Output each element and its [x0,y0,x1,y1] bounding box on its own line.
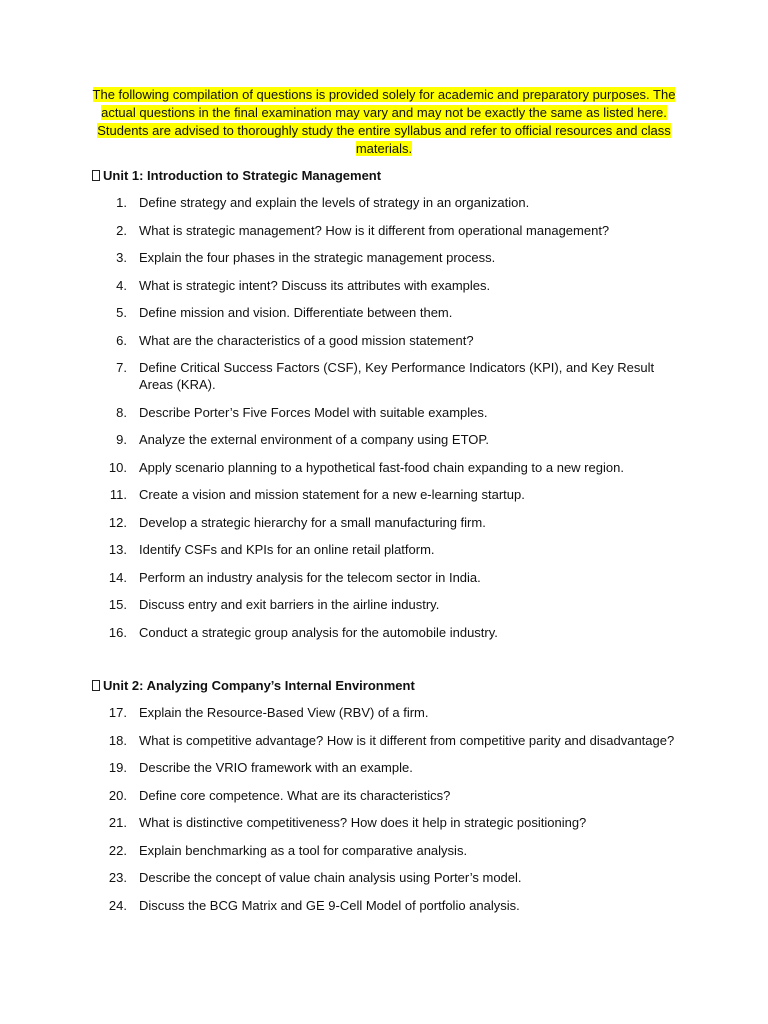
question-item [92,732,676,749]
disclaimer-highlight: The following compilation of questions is provided solely for academic and preparatory purposes. The actual questions in the final examination may vary and may not be exactly the same as listed here. Students are advised to thoroughly study the entire syllabus and refer to official resources and class materials. [92,87,676,156]
question-text: Define strategy and explain the levels of strategy in an organization. [139,195,530,210]
question-text: Identify CSFs and KPIs for an online retail platform. [139,542,435,557]
question-text: Discuss entry and exit barriers in the airline industry. [139,597,440,612]
disclaimer-note [92,86,676,158]
question-number: 24. [108,897,127,913]
question-number: 5. [116,305,127,320]
question-number: 2. [116,222,127,238]
question-text: What is strategic intent? Discuss its attributes with examples. [139,277,491,293]
question-item [92,431,676,448]
missing-glyph-icon [92,170,100,181]
question-item [92,759,676,776]
question-number: 17. [108,705,127,720]
question-number: 20. [108,787,127,803]
question-item [92,459,676,476]
question-item [92,897,676,914]
question-number: 6. [116,332,127,348]
question-item [92,194,676,211]
question-item [92,222,676,239]
question-number: 11. [109,487,127,502]
question-item [92,704,676,721]
question-text: Describe Porter’s Five Forces Model with suitable examples. [139,404,488,420]
question-item [92,624,676,641]
question-text: Discuss the BCG Matrix and GE 9-Cell Model of portfolio analysis. [139,897,520,913]
question-number: 18. [108,732,127,748]
question-text: Develop a strategic hierarchy for a small manufacturing firm. [139,514,486,530]
question-number: 13. [108,542,127,557]
question-number: 16. [108,624,127,640]
question-item [92,249,676,266]
question-text: Explain benchmarking as a tool for comparative analysis. [139,842,468,858]
question-item [92,596,676,613]
question-number: 22. [108,842,127,858]
question-item [92,541,676,558]
question-number: 9. [116,432,127,447]
missing-glyph-icon [92,680,100,691]
question-text: Describe the VRIO framework with an example. [139,760,413,775]
question-text: Analyze the external environment of a company using ETOP. [139,432,489,447]
question-text: What is distinctive competitiveness? How does it help in strategic positioning? [139,815,587,830]
question-text: What are the characteristics of a good mission statement? [139,332,474,348]
question-item [92,277,676,294]
question-text: Describe the concept of value chain analysis using Porter’s model. [139,870,522,885]
question-item [92,869,676,886]
question-number: 12. [108,514,127,530]
question-item [92,304,676,321]
question-text: Conduct a strategic group analysis for the automobile industry. [139,624,498,640]
question-item [92,814,676,831]
question-text: Create a vision and mission statement for a new e-learning startup. [139,487,525,502]
question-text: What is competitive advantage? How is it different from competitive parity and disadvantage? [139,732,675,748]
question-number: 19. [108,760,127,775]
question-number: 8. [116,404,127,420]
unit-2-heading-text: Unit 2: Analyzing Company’s Internal Environment [103,678,415,693]
question-text: Define mission and vision. Differentiate between them. [139,305,453,320]
question-number: 21. [108,815,127,830]
question-number: 15. [108,597,127,612]
question-item [92,486,676,503]
unit-1-heading [92,167,381,185]
question-item [92,514,676,531]
question-text: What is strategic management? How is it different from operational management? [139,222,610,238]
question-number: 23. [108,870,127,885]
question-item [92,332,676,349]
question-item [92,404,676,421]
question-text: Perform an industry analysis for the telecom sector in India. [139,569,481,585]
question-number: 1. [116,195,127,210]
question-number: 3. [116,250,127,265]
question-item [92,359,676,393]
question-number: 7. [116,360,127,375]
question-number: 10. [108,459,127,475]
unit-1-heading-text: Unit 1: Introduction to Strategic Management [103,168,382,183]
question-item [92,569,676,586]
question-text: Apply scenario planning to a hypothetical fast-food chain expanding to a new region. [139,459,624,475]
question-text: Define core competence. What are its characteristics? [139,787,451,803]
question-item [92,842,676,859]
question-text: Explain the four phases in the strategic management process. [139,250,496,265]
question-number: 14. [108,569,127,585]
question-number: 4. [116,277,127,293]
question-text: Define Critical Success Factors (CSF), Key Performance Indicators (KPI), and Key Result Areas (KRA). [139,360,655,392]
unit-2-heading [92,677,415,695]
question-item [92,787,676,804]
question-text: Explain the Resource-Based View (RBV) of a firm. [139,705,429,720]
